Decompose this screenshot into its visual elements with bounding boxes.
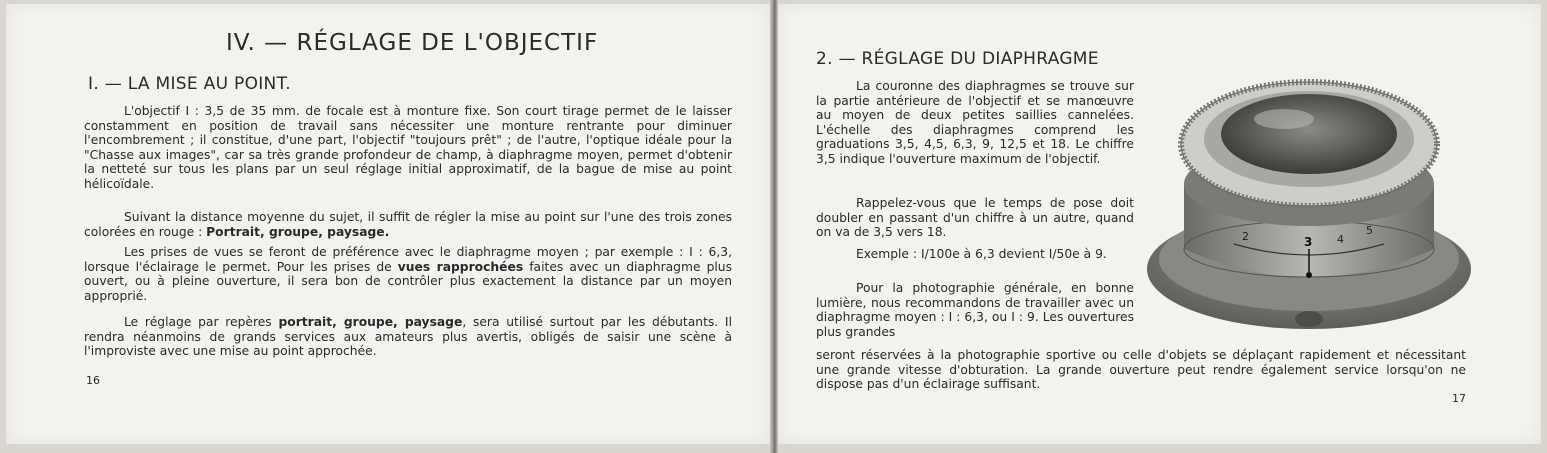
lens-illustration bbox=[1144, 44, 1474, 334]
page-number-right: 17 bbox=[1452, 392, 1466, 405]
paragraph-exposure-rule: Rappelez-vous que le temps de pose doit doubler en passant d'un chiffre à un autre, quand on va de 3,5 vers 18. bbox=[816, 196, 1134, 240]
bold-close-up: vues rapprochées bbox=[397, 259, 524, 274]
chapter-title: IV. — RÉGLAGE DE L'OBJECTIF bbox=[226, 30, 599, 56]
paragraph-example: Exemple : I/100e à 6,3 devient I/50e à 9. bbox=[856, 247, 1107, 261]
book-gutter bbox=[770, 0, 778, 453]
paragraph-large-apertures: seront réservées à la photographie sportive ou celle d'objets se déplaçant rapidement et nécessitant une grande vitesse d'obturation. La grande ouverture peut rendre également service lorsqu'on ne dispose pas d'un éclairage suffisant. bbox=[816, 348, 1466, 392]
paragraph-markers: Le réglage par repères portrait, groupe, paysage, sera utilisé surtout par les débutants. Il rendra néanmoins de grands services aux amateurs plus avertis, obligés de saisir une scène à l'improviste avec une mise au point approchée. bbox=[84, 315, 732, 359]
section-title-focus: I. — LA MISE AU POINT. bbox=[88, 74, 291, 94]
bold-markers: portrait, groupe, paysage bbox=[278, 315, 463, 329]
bold-zones: Portrait, groupe, paysage. bbox=[206, 224, 390, 239]
section-title-diaphragm: 2. — RÉGLAGE DU DIAPHRAGME bbox=[816, 49, 1099, 69]
page-number-left: 16 bbox=[86, 374, 100, 387]
paragraph-diaphragm-ring: La couronne des diaphragmes se trouve sur la partie antérieure de l'objectif et se manœuvre au moyen de deux petites saillies cannelées. L'échelle des diaphragmes comprend les graduations 3,5, 4,5, 6,3, 9, 12,5 et 18. Le chiffre 3,5 indique l'ouverture maximum de l'objectif. bbox=[816, 79, 1134, 166]
lens-scale-2: 2 bbox=[1242, 230, 1249, 243]
paragraph-distance: Suivant la distance moyenne du sujet, il suffit de régler la mise au point sur l'une des trois zones colorées en rouge : Portrait, groupe, paysage. bbox=[84, 210, 732, 239]
lens-scale-5: 5 bbox=[1366, 224, 1373, 237]
lens-scale-3: 3 bbox=[1304, 235, 1313, 249]
lens-scale-4: 4 bbox=[1337, 233, 1344, 246]
paragraph-aperture: Les prises de vues se feront de préférence avec le diaphragme moyen ; par exemple : I : 6,3, lorsque l'éclairage le permet. Pour les prises de vues rapprochées faites avec un diaphragme plus ouvert, ou à pleine ouverture, il sera bon de contrôler plus exactement la distance par un moyen approprié. bbox=[84, 245, 732, 303]
left-page bbox=[6, 4, 770, 444]
paragraph-lens-intro: L'objectif I : 3,5 de 35 mm. de focale est à monture fixe. Son court tirage permet de le laisser constamment en position de travail sans nécessiter une monture rentrante pour diminuer l'encombrement ; il constitue, d'une part, l'objectif "toujours prêt" ; de l'autre, l'optique idéale pour la "Chasse aux images", car sa très grande profondeur de champ, à diaphragme moyen, permet d'obtenir la netteté sur tous les plans par un seul réglage initial approximatif, de la bague de mise au point hélicoïdale. bbox=[84, 104, 732, 191]
paragraph-general-photo: Pour la photographie générale, en bonne lumière, nous recommandons de travailler avec un diaphragme moyen : I : 6,3, ou I : 9. Les ouvertures plus grandes bbox=[816, 281, 1134, 339]
right-page bbox=[778, 4, 1541, 444]
